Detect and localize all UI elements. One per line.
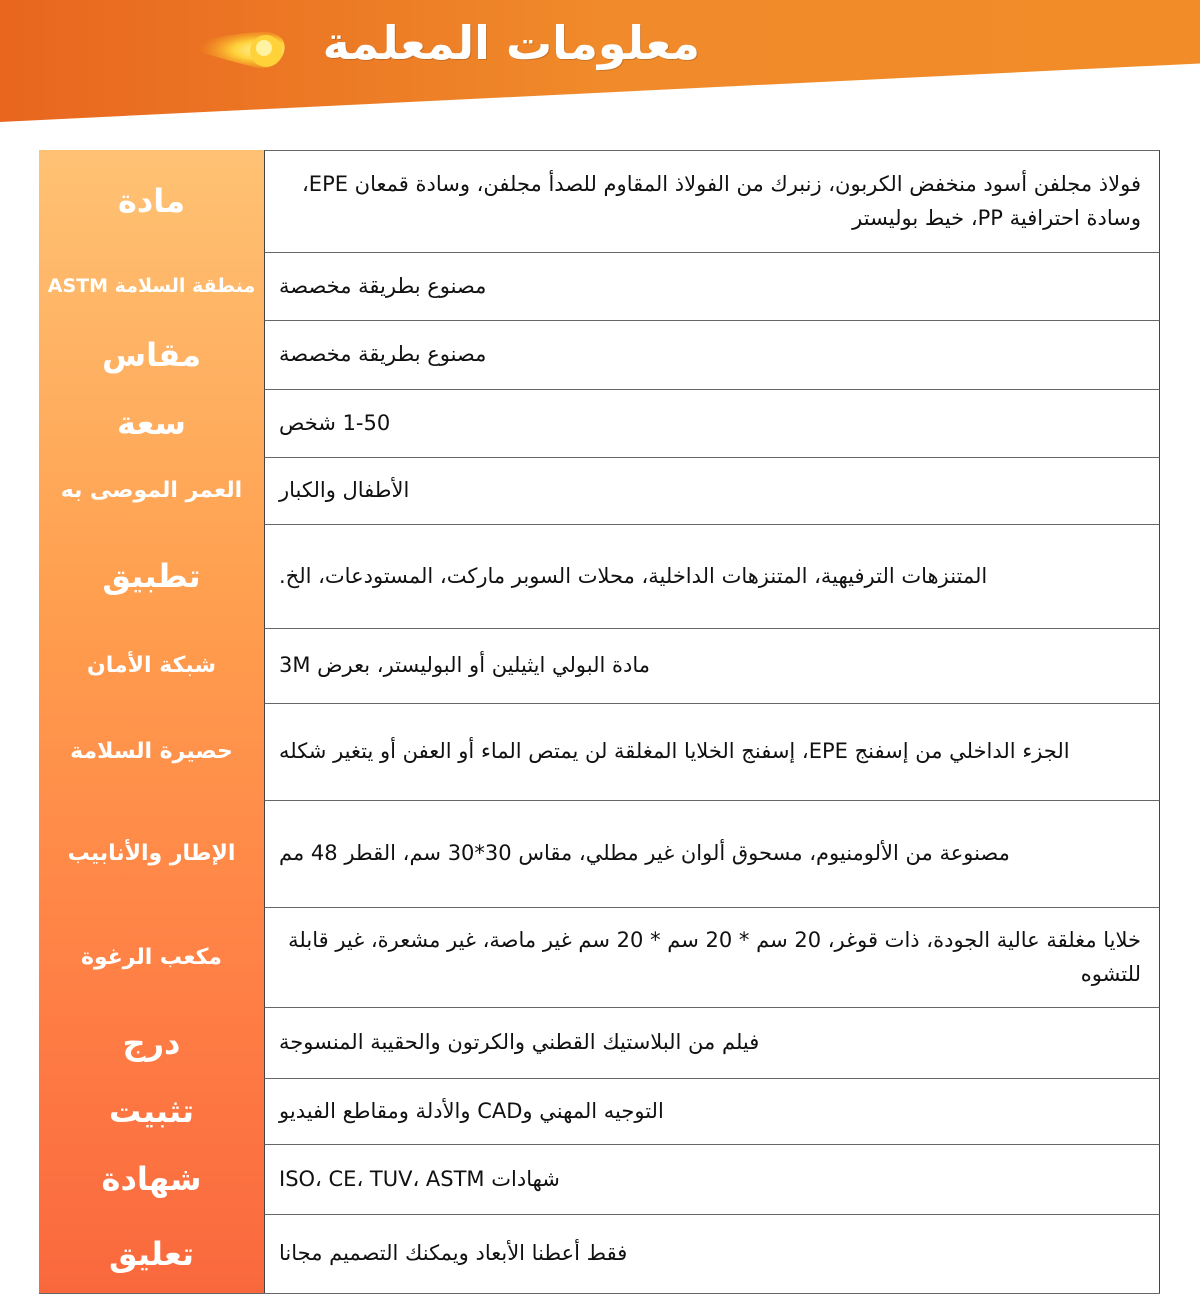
- row-label: تعليق: [108, 1234, 195, 1273]
- row-value: مصنوع بطريقة مخصصة: [264, 320, 1160, 389]
- row-value: 1-50 شخص: [264, 389, 1160, 457]
- spec-table: [39, 150, 1160, 1294]
- row-label: تطبيق: [102, 557, 201, 595]
- row-label: حصيرة السلامة: [70, 739, 233, 764]
- row-label: درج: [122, 1023, 181, 1062]
- row-label: شهادة: [101, 1160, 202, 1198]
- row-value: فولاذ مجلفن أسود منخفض الكربون، زنبرك من الفولاذ المقاوم للصدأ مجلفن، وسادة قمعان EPE، وسادة احترافية PP، خيط بوليستر: [264, 150, 1160, 252]
- row-label: مقاس: [102, 335, 202, 374]
- row-label: سعة: [117, 404, 186, 442]
- row-label: العمر الموصى به: [60, 478, 243, 503]
- row-value: الجزء الداخلي من إسفنج EPE، إسفنج الخلايا المغلقة لن يمتص الماء أو العفن أو يتغير شكله: [264, 703, 1160, 800]
- row-label: تثبيت: [108, 1092, 195, 1130]
- row-label: مكعب الرغوة: [80, 944, 223, 970]
- row-value: مصنوع بطريقة مخصصة: [264, 252, 1160, 320]
- row-value: فيلم من البلاستيك القطني والكرتون والحقيبة المنسوجة: [264, 1007, 1160, 1078]
- comet-icon: [180, 26, 290, 74]
- row-value: المتنزهات الترفيهية، المتنزهات الداخلية، محلات السوبر ماركت، المستودعات، الخ.: [264, 524, 1160, 628]
- row-value: خلايا مغلقة عالية الجودة، ذات قوغر، 20 سم * 20 سم * 20 سم غير ماصة، غير مشعرة، غير قابلة للتشوه: [264, 907, 1160, 1007]
- row-value: فقط أعطنا الأبعاد ويمكنك التصميم مجانا: [264, 1214, 1160, 1293]
- row-value: مادة البولي ايثيلين أو البوليستر، بعرض 3M: [264, 628, 1160, 703]
- row-label: شبكة الأمان: [87, 653, 216, 678]
- row-value: مصنوعة من الألومنيوم، مسحوق ألوان غير مطلي، مقاس 30*30 سم، القطر 48 مم: [264, 800, 1160, 907]
- row-label: الإطار والأنابيب: [67, 841, 236, 866]
- row-label: منطقة السلامة ASTM: [47, 275, 256, 297]
- row-value: التوجيه المهني وCAD والأدلة ومقاطع الفيديو: [264, 1078, 1160, 1144]
- row-value: الأطفال والكبار: [264, 457, 1160, 524]
- page-title: معلومات المعلمة: [322, 16, 700, 70]
- row-label: مادة: [117, 182, 186, 220]
- row-value: شهادات ISO، CE، TUV، ASTM: [264, 1144, 1160, 1214]
